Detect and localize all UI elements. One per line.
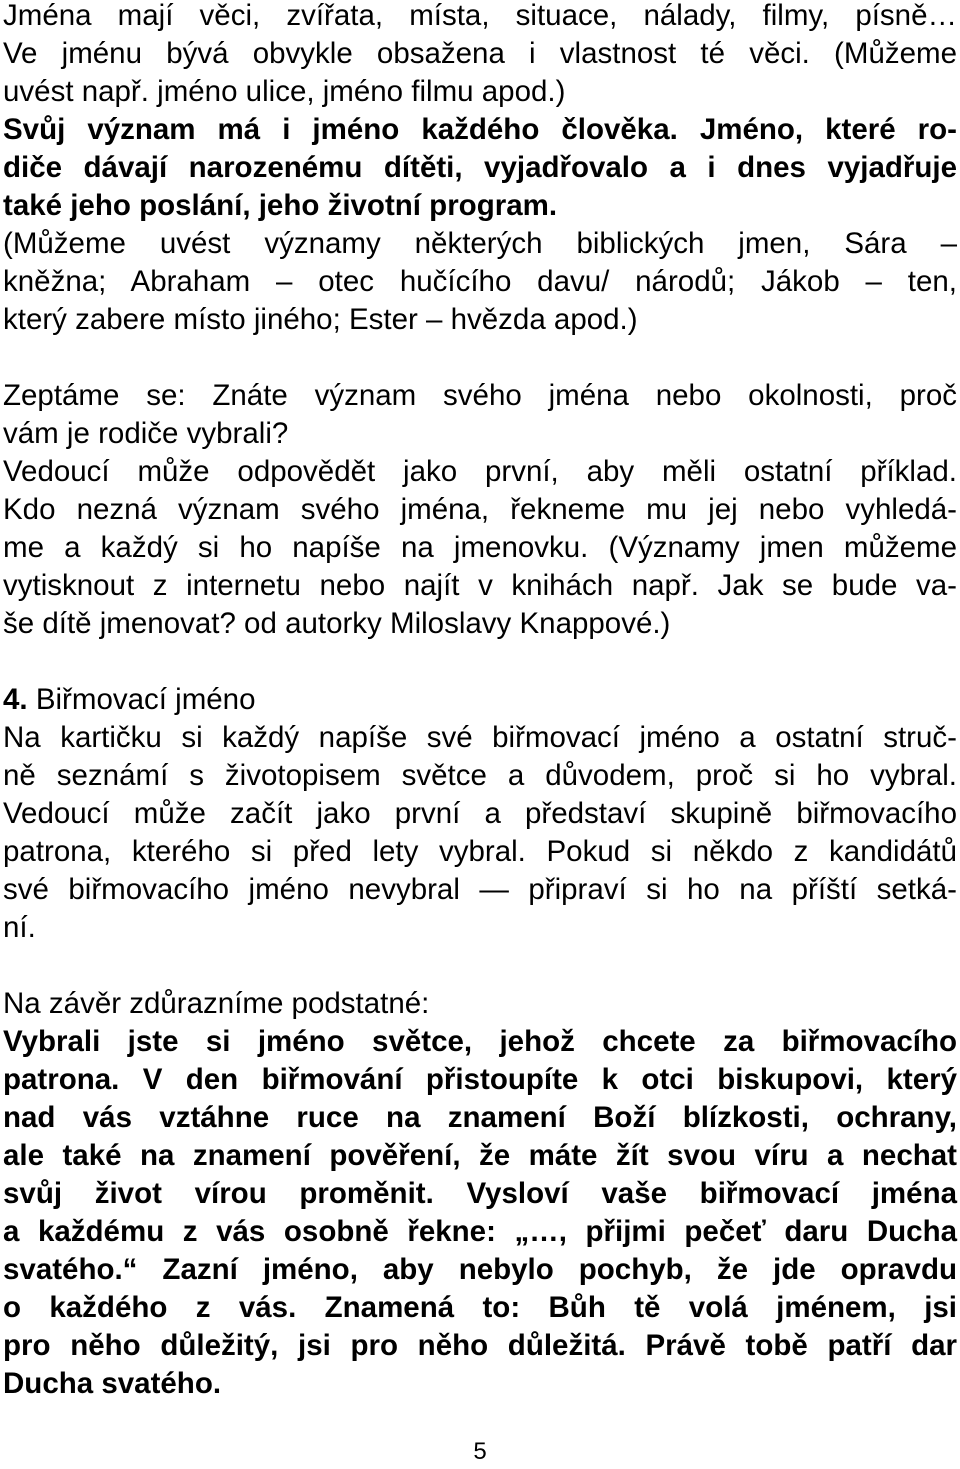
section-title: Biřmovací jméno: [35, 683, 256, 716]
text-line: Ducha svatého.: [3, 1367, 222, 1400]
text-line: patrona, kterého si před lety vybral. Pokud si někdo z kandidátů: [3, 835, 957, 868]
text-line: také jeho poslání, jeho životní program.: [3, 189, 558, 222]
text-line: Na kartičku si každý napíše své biřmovací jméno a ostatní struč-: [3, 721, 957, 754]
text-line: uvést např. jméno ulice, jméno filmu apod.): [3, 75, 566, 108]
text-line: který zabere místo jiného; Ester – hvězda apod.): [3, 303, 638, 336]
text-line: Ve jménu bývá obvykle obsažena i vlastnost té věci. (Můžeme: [3, 37, 957, 70]
page-number: 5: [473, 1438, 487, 1465]
text-line: své biřmovacího jméno nevybral — připraví si ho na příští setká-: [3, 873, 957, 906]
text-line: patrona. V den biřmování přistoupíte k otci biskupovi, který: [3, 1063, 957, 1096]
text-line: še dítě jmenovat? od autorky Miloslavy Knappové.): [3, 607, 671, 640]
section-heading: [3, 681, 957, 719]
text-line: nad vás vztáhne ruce na znamení Boží blízkosti, ochrany,: [3, 1101, 957, 1134]
text-line: kněžna; Abraham – otec hučícího davu/ národů; Jákob – ten,: [3, 265, 957, 298]
text-line: Vybrali jste si jméno světce, jehož chcete za biřmovacího: [3, 1025, 957, 1058]
text-line: Jména mají věci, zvířata, místa, situace, nálady, filmy, písně…: [3, 0, 957, 32]
text-line: ně seznámí s životopisem světce a důvodem, proč si ho vybral.: [3, 759, 957, 792]
text-line: vám je rodiče vybrali?: [3, 417, 289, 450]
text-line: diče dávají narozenému dítěti, vyjadřovalo a i dnes vyjadřuje: [3, 151, 957, 184]
text-line: a každému z vás osobně řekne: „…, přijmi pečeť daru Ducha: [3, 1215, 957, 1248]
text-line: Zeptáme se: Znáte význam svého jména nebo okolnosti, proč: [3, 379, 957, 412]
text-line: Kdo nezná význam svého jména, řekneme mu jej nebo vyhledá-: [3, 493, 957, 526]
text-line: Vedoucí může začít jako první a představí skupině biřmovacího: [3, 797, 957, 830]
bold-sentence: Jméno, které ro-: [677, 113, 957, 146]
text-line: Vedoucí může odpovědět jako první, aby měli ostatní příklad.: [3, 455, 957, 488]
text-line: pro něho důležitý, jsi pro něho důležitá. Právě tobě patří dar: [3, 1329, 957, 1362]
text-line: [3, 111, 957, 149]
text-line: vytisknout z internetu nebo najít v knihách např. Jak se bude va-: [3, 569, 957, 602]
text-line: ale také na znamení pověření, že máte žít svou víru a nechat: [3, 1139, 957, 1172]
text-line: o každého z vás. Znamená to: Bůh tě volá jménem, jsi: [3, 1291, 957, 1324]
text-line: me a každý si ho napíše na jmenovku. (Významy jmen můžeme: [3, 531, 957, 564]
bold-sentence: Svůj význam má i jméno každého člověka.: [3, 113, 678, 146]
text-line: svatého.“ Zazní jméno, aby nebylo pochyb, že jde opravdu: [3, 1253, 957, 1286]
text-line: ní.: [3, 911, 36, 944]
text-line: svůj život vírou proměnit. Vysloví vaše biřmovací jména: [3, 1177, 957, 1210]
text-line: (Můžeme uvést významy některých biblických jmen, Sára –: [3, 227, 957, 260]
text-line: Na závěr zdůrazníme podstatné:: [3, 987, 430, 1020]
section-number: 4.: [3, 683, 36, 716]
